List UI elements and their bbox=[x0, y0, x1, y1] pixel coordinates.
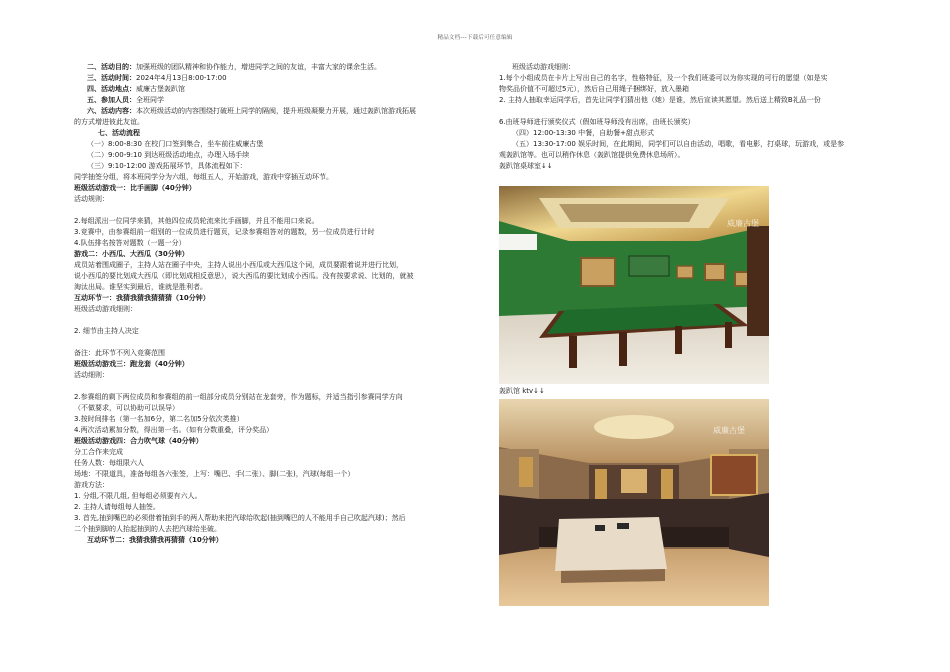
left-column-line: 场地：不限道具，准备每组各六张签，上写：嘴巴、手(二张）、脚(二张)，汽球(每组一个） bbox=[74, 470, 355, 478]
ktv-room-photo bbox=[499, 399, 769, 606]
right-column-line: 班级活动游戏细则： bbox=[512, 63, 575, 71]
left-column-line: 班级活动游戏细则： bbox=[74, 305, 137, 313]
left-column-line: 班级活动游戏一：比手画脚（40分钟） bbox=[74, 184, 196, 192]
right-column-line: 6.由班导师进行颁奖仪式（假如班导师没有出席，由班长颁奖） bbox=[499, 118, 695, 126]
left-column-line: 4.队伍排名按答对题数（一题一分） bbox=[74, 239, 186, 247]
left-column-line: 4.两次活动累加分数，得出第一名。（如有分数重叠，评分奖品） bbox=[74, 426, 274, 434]
left-column-line: （不做要求，可以协助可以误导） bbox=[74, 404, 179, 412]
left-column-line bbox=[74, 381, 474, 392]
left-column-line bbox=[74, 62, 474, 73]
right-column-line bbox=[499, 106, 879, 117]
right-column-line: 观轰趴馆等。也可以稍作休息（轰趴馆提供免费休息场所）。 bbox=[499, 151, 685, 159]
left-column-line: 二个抽到脚的人抬起抽到的人去把汽球给坐破。 bbox=[74, 525, 221, 533]
section-text: 全班同学 bbox=[136, 96, 164, 104]
billiards-room-photo bbox=[499, 186, 769, 384]
section-text: 加强班级的团队精神和协作能力，增进同学之间的友谊，丰富大家的课余生活。 bbox=[136, 63, 381, 71]
section-text: 本次班级活动的内容围绕打破班上同学的隔阂，提升班级凝聚力开展，通过轰趴馆游戏拓展 bbox=[136, 107, 416, 115]
left-column-line: 淘汰出局。谁坚实到最后，谁就是胜利者。 bbox=[74, 283, 207, 291]
section-label: 二、活动目的： bbox=[87, 63, 136, 71]
right-column-line: （五）13:30-17:00 娱乐时间，在此期间，同学们可以自由活动，唱歌，看电影，打桌球，玩游戏，或是参 bbox=[512, 140, 845, 148]
ktv-caption: 轰趴馆 ktv↓↓ bbox=[499, 387, 545, 395]
left-column-line: 2. 主持人请每组每人抽签。 bbox=[74, 503, 160, 511]
left-column-line: 3.按时间排名（第一名加6分，第二名加5分依次类推） bbox=[74, 415, 244, 423]
left-column-line: 班级活动游戏三：跑龙套（40分钟） bbox=[74, 360, 189, 368]
left-column-line: 活动规则： bbox=[74, 195, 109, 203]
left-column-line bbox=[74, 205, 474, 216]
left-column-line: 活动细则： bbox=[74, 371, 109, 379]
left-column-line: 互动环节一：我猜我猜我猜猜猜（10分钟） bbox=[74, 294, 210, 302]
left-column-line: 3. 首先,抽到嘴巴的必须借着抽到手的两人帮助来把汽球给吹起(抽到嘴巴的人不能用手自己吹起汽球)；然后 bbox=[74, 514, 406, 522]
page-header: 精品文档---下载后可任意编辑 bbox=[437, 35, 513, 41]
left-column-line: （一）8:00-8:30 在校门口签到集合，坐车前往威廉古堡 bbox=[87, 140, 264, 148]
left-column-line: （二）9:00-9:10 到达班级活动地点，办理入场手续 bbox=[87, 151, 250, 159]
left-column-line bbox=[74, 315, 474, 326]
section-label: 六、活动内容： bbox=[87, 107, 136, 115]
left-column-line: 成员站着围成圈子，主持人站在圈子中央，主持人说出小西瓜或大西瓜这个词，成员要跟着说并进行比划， bbox=[74, 261, 403, 269]
left-column-line: 班级活动游戏四：合力吹气球（40分钟） bbox=[74, 437, 203, 445]
left-column-line: 1. 分组,不限几组, 但每组必须要有六人。 bbox=[74, 492, 202, 500]
watermark-2: 威廉古堡 bbox=[713, 426, 745, 435]
left-column-line bbox=[74, 73, 474, 84]
left-column-line: 分工合作来完成 bbox=[74, 448, 123, 456]
watermark-1: 威廉古堡 bbox=[727, 219, 759, 228]
left-column-line: 的方式增进彼此友谊。 bbox=[74, 118, 144, 126]
left-column bbox=[74, 62, 474, 546]
left-column-line bbox=[74, 84, 474, 95]
right-column-line: 1.每个小组成员在卡片上写出自己的名字，性格特征，及一个我们班委可以为你实现的可行的愿望（如是实 bbox=[499, 74, 828, 82]
right-column-line: 2. 主持人抽取幸运同学后，首先让同学们猜出他（她）是谁，然后宣读其愿望。然后送上精致B礼品一份 bbox=[499, 96, 821, 104]
left-column-line: 互动环节二：我猜我猜我再猜猜（10分钟） bbox=[87, 536, 223, 544]
section-text: 2024年4月13日8:00-17:00 bbox=[136, 74, 227, 82]
section-label: 四、活动地点： bbox=[87, 85, 136, 93]
section-text: 威廉古堡轰趴馆 bbox=[136, 85, 185, 93]
left-column-line: 任务人数：每组限六人 bbox=[74, 459, 144, 467]
section-label: 五、参加人员： bbox=[87, 96, 136, 104]
left-column-line: 七、活动流程 bbox=[98, 129, 140, 137]
left-column-line: 2.参赛组的剩下两位成员和参赛组的前一组部分成员分别站在龙套旁，作为题标，并适当指引参赛同学方向 bbox=[74, 393, 403, 401]
left-column-line: 同学抽签分组，将本班同学分为六组，每组五人，开始游戏，游戏中穿插互动环节。 bbox=[74, 173, 333, 181]
left-column-line bbox=[74, 95, 474, 106]
left-column-line: 说小西瓜的要比划成大西瓜（即比划成相反意思），说大西瓜的要比划成小西瓜。没有按要求说、比划的，就被 bbox=[74, 272, 414, 280]
section-label: 三、活动时间： bbox=[87, 74, 136, 82]
left-column-line: 3.竞赛中，由参赛组前一组别的一位成员进行题页，记录参赛组答对的题数，另一位成员进行计时 bbox=[74, 228, 375, 236]
left-column-line: 备注：此环节不列入竞赛范围 bbox=[74, 349, 165, 357]
left-column-line: 2. 细节由主持人决定 bbox=[74, 327, 139, 335]
left-column-line: 游戏方法： bbox=[74, 481, 109, 489]
right-column-line: （四）12:00-13:30 中餐，自助餐+甜点形式 bbox=[512, 129, 654, 137]
left-column-line: （三）9:10-12:00 游戏拓展环节，具体流程如下： bbox=[87, 162, 247, 170]
right-column bbox=[499, 62, 879, 172]
right-column-line: 物奖品价值不可超过5元），然后自己用绳子捆绑好，放入墨箱 bbox=[499, 85, 689, 93]
left-column-line: 2.每组派出一位同学来猜，其他四位成员轮流来比手画脚，并且不能用口来说。 bbox=[74, 217, 319, 225]
left-column-line: 游戏二：小西瓜、大西瓜（30分钟） bbox=[74, 250, 189, 258]
left-column-line bbox=[74, 337, 474, 348]
right-column-line: 轰趴馆桌球室↓↓ bbox=[499, 162, 553, 170]
left-column-line bbox=[74, 106, 474, 117]
